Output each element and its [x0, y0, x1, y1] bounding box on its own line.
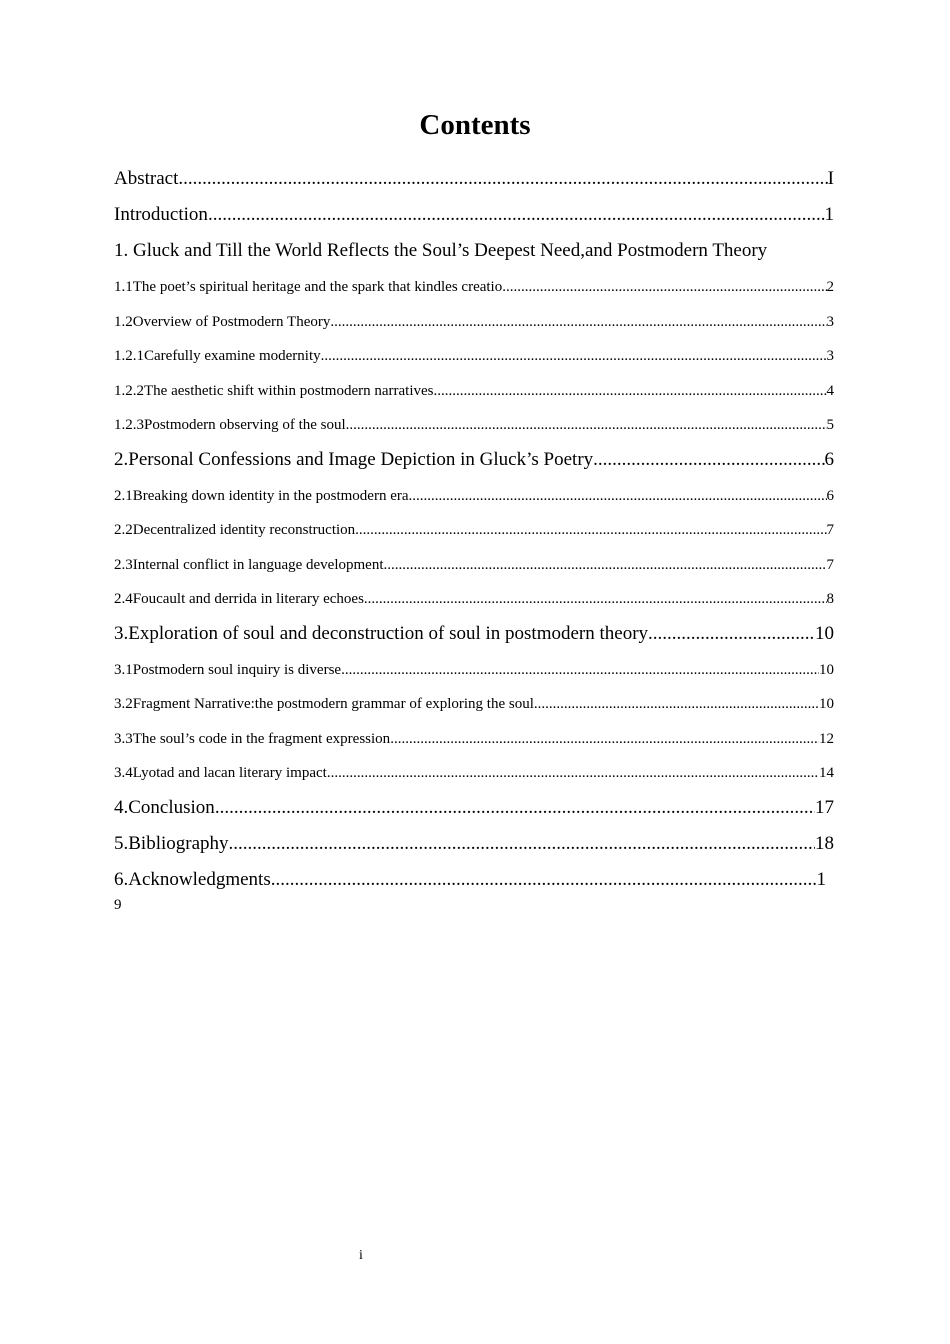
- toc-entry-abstract[interactable]: [114, 164, 834, 200]
- toc-entry-label: 1.2.2The aesthetic shift within postmodern narratives: [114, 382, 434, 399]
- toc-entry-acknowledgments[interactable]: [114, 865, 834, 901]
- dot-leader: [355, 515, 826, 545]
- toc-entry-page: 1: [816, 868, 826, 890]
- toc-entry-label: 6.Acknowledgments: [114, 868, 271, 890]
- toc-entry-page: 3: [826, 313, 834, 330]
- toc-entry-1-2-1[interactable]: [114, 341, 834, 376]
- toc-entry-1-2-2[interactable]: [114, 376, 834, 411]
- toc-entry-label: 1. Gluck and Till the World Reflects the Soul’s Deepest Need,and Postmodern Theory: [114, 240, 768, 261]
- dot-leader: [346, 410, 827, 440]
- dot-leader: [390, 724, 819, 754]
- footer-page-number: i: [359, 1248, 363, 1263]
- toc-entry-3-2[interactable]: [114, 689, 834, 724]
- dot-leader: [364, 584, 827, 614]
- dot-leader: [229, 829, 815, 859]
- dot-leader: [434, 376, 827, 406]
- toc-entry-label: 2.3Internal conflict in language development: [114, 556, 384, 573]
- toc-entry-label: 1.2.1Carefully examine modernity: [114, 348, 321, 364]
- toc-entry-label: 3.1Postmodern soul inquiry is diverse: [114, 661, 342, 678]
- toc-entry-2-3[interactable]: [114, 550, 834, 585]
- toc-entry-page: 7: [826, 556, 834, 573]
- toc-entry-2-4[interactable]: [114, 584, 834, 619]
- toc-entry-3-1[interactable]: [114, 655, 834, 690]
- toc-entry-page: 5: [826, 417, 834, 433]
- toc-entry-page: 10: [819, 661, 834, 678]
- toc-entry-page: 2: [826, 279, 834, 295]
- toc-entry-chapter-2[interactable]: [114, 445, 834, 481]
- dot-leader: [648, 619, 815, 649]
- dot-leader: [208, 200, 825, 230]
- toc-entry-label: 2.1Breaking down identity in the postmodern era: [114, 487, 409, 504]
- dot-leader: [271, 865, 817, 895]
- toc-entry-2-1[interactable]: [114, 481, 834, 516]
- toc-entry-page: 6: [824, 448, 834, 470]
- dot-leader: [330, 307, 826, 337]
- toc-entry-label: 3.3The soul’s code in the fragment expression: [114, 730, 391, 747]
- toc-entry-label: 3.4Lyotad and lacan literary impact: [114, 765, 327, 781]
- dot-leader: [409, 481, 827, 511]
- toc-entry-3-4[interactable]: [114, 758, 834, 793]
- dot-leader: [534, 689, 819, 719]
- toc-entry-page: 8: [826, 591, 834, 607]
- wrapped-page-digit: 9: [114, 897, 122, 913]
- dot-leader: [341, 655, 819, 685]
- toc-entry-page: 10: [815, 622, 834, 644]
- toc-entry-page: 7: [826, 522, 834, 538]
- toc-entry-3-3[interactable]: [114, 724, 834, 759]
- toc-entry-conclusion[interactable]: [114, 793, 834, 829]
- toc-entry-1-2-3[interactable]: [114, 410, 834, 445]
- page-title: Contents: [419, 109, 531, 141]
- toc-entry-1-2[interactable]: [114, 307, 834, 342]
- toc-entry-label: 4.Conclusion: [114, 796, 215, 818]
- toc-entry-label: Introduction: [114, 204, 208, 225]
- toc-entry-page: 10: [819, 696, 834, 712]
- dot-leader: [502, 272, 826, 302]
- toc-entry-chapter-1[interactable]: [114, 236, 834, 272]
- toc-entry-page: I: [827, 168, 834, 189]
- toc-entry-page: 18: [815, 832, 834, 854]
- toc-entry-page: 6: [826, 487, 834, 504]
- dot-leader: [384, 550, 827, 580]
- toc-entry-page: 12: [819, 730, 834, 747]
- dot-leader: [593, 445, 824, 475]
- toc-entry-page: 3: [826, 348, 834, 364]
- toc-entry-1-1[interactable]: [114, 272, 834, 307]
- toc-entry-page: 17: [815, 796, 834, 818]
- toc-entry-label: 3.Exploration of soul and deconstruction of soul in postmodern theory: [114, 622, 649, 644]
- toc-entry-page: 1: [824, 204, 834, 225]
- dot-leader: [327, 758, 819, 788]
- toc-entry-label: 2.4Foucault and derrida in literary echoes: [114, 591, 364, 607]
- toc-entry-bibliography[interactable]: [114, 829, 834, 865]
- toc-entry-page: 4: [826, 382, 834, 399]
- toc-entry-chapter-3[interactable]: [114, 619, 834, 655]
- dot-leader: [178, 164, 827, 194]
- toc-entry-2-2[interactable]: [114, 515, 834, 550]
- toc-entry-label: 3.2Fragment Narrative:the postmodern grammar of exploring the soul: [114, 696, 534, 712]
- dot-leader: [321, 341, 827, 371]
- toc-entry-label: 5.Bibliography: [114, 832, 229, 854]
- toc-entry-label: 2.2Decentralized identity reconstruction: [114, 522, 356, 538]
- toc-entry-label: 1.1The poet’s spiritual heritage and the spark that kindles creatio: [114, 279, 503, 295]
- toc-entry-label: 1.2Overview of Postmodern Theory: [114, 313, 331, 330]
- dot-leader: [215, 793, 815, 823]
- toc-entry-introduction[interactable]: [114, 200, 834, 236]
- toc-entry-label: 2.Personal Confessions and Image Depiction in Gluck’s Poetry: [114, 448, 594, 470]
- toc-entry-label: 1.2.3Postmodern observing of the soul: [114, 417, 346, 433]
- toc-entry-page: 14: [819, 765, 834, 781]
- table-of-contents: [114, 164, 834, 901]
- toc-entry-label: Abstract: [114, 168, 179, 189]
